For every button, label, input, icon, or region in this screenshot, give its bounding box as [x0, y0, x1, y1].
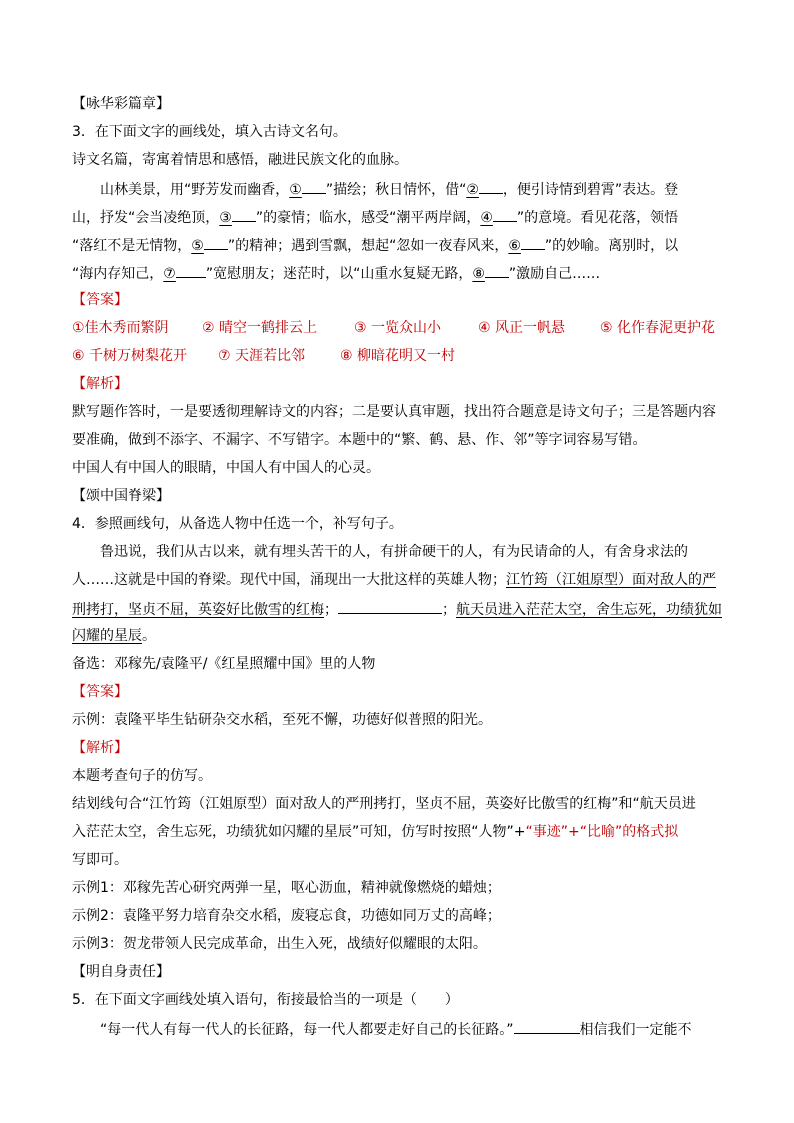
question-5-passage-line1 — [100, 1018, 692, 1040]
underlined-example: 江竹筠（江姐原型）面对敌人的严 — [506, 572, 716, 588]
question-3-intro: 诗文名篇，寄寓着情思和感悟，融进民族文化的血脉。 — [72, 152, 408, 168]
answer-label-3: 【答案】 — [72, 292, 128, 308]
blank-4: ④ — [480, 210, 517, 226]
analysis-3-line2: 要准确，做到不添字、不漏字、不写错字。本题中的“繁、鹤、悬、作、邻”等字词容易写错。 — [72, 432, 647, 448]
text: ”的豪情；临水，感受“潮平两岸阔， — [255, 210, 481, 226]
text: 相信我们一定能不 — [579, 1022, 692, 1038]
question-4-options: 备选：邓稼先/袁隆平/《红星照耀中国》里的人物 — [72, 656, 376, 672]
blank-8: ⑧ — [472, 266, 509, 282]
answer-item: ⑥ 千树万树梨花开 — [72, 348, 188, 364]
fill-blank — [338, 598, 442, 614]
question-3-stem: 3．在下面文字的画线处，填入古诗文名句。 — [72, 124, 347, 140]
text: 入茫茫太空，舍生忘死，功绩犹如闪耀的星辰”可知，仿写时按照“人物”+ — [72, 824, 526, 840]
answer-item: ③ 一览众山小 — [354, 320, 442, 336]
section-header-jiliang: 【颂中国脊梁】 — [72, 488, 170, 504]
blank-5: ⑤ — [191, 238, 228, 254]
question-5-stem: 5．在下面文字画线处填入语句，衔接最恰当的一项是（ ） — [72, 992, 459, 1008]
text: ”的妙喻。离别时，以 — [544, 238, 679, 254]
text: ”激励自己…… — [508, 266, 601, 282]
blank-7: ⑦ — [163, 266, 206, 282]
question-4-passage-line3 — [72, 598, 722, 620]
answer-item: ⑧ 柳暗花明又一村 — [340, 348, 456, 364]
underlined-example: 航天员进入茫茫太空，舍生忘死，功绩犹如 — [456, 602, 722, 618]
question-4-passage-line4 — [72, 626, 156, 646]
text: ，便引诗情到碧霄”表达。登 — [502, 182, 679, 198]
analysis-3-line1: 默写题作答时，一是要透彻理解诗文的内容；二是要认真审题，找出符合题意是诗文句子；三是答题内容 — [72, 404, 716, 420]
text: “落红不是无情物， — [72, 238, 192, 254]
text: ”的意境。看见花落，领悟 — [516, 210, 679, 226]
answer-item: ② 晴空一鹤排云上 — [202, 320, 318, 336]
text: ”宽慰朋友；迷茫时，以“山重水复疑无路， — [205, 266, 473, 282]
text-red: “事迹”+“比喻”的格式拟 — [525, 824, 679, 840]
blank-6: ⑥ — [508, 238, 545, 254]
text: “海内存知己， — [72, 266, 164, 282]
blank-2: ② — [466, 182, 503, 198]
section-header-yonghua: 【咏华彩篇章】 — [72, 96, 170, 112]
answer-item: ⑦ 天涯若比邻 — [218, 348, 306, 364]
answer-item: ⑤ 化作春泥更护花 — [600, 320, 716, 336]
question-3-passage-line1 — [100, 178, 678, 200]
example-1: 示例1：邓稼先苦心研究两弹一星，呕心沥血，精神就像燃烧的蜡烛； — [72, 880, 501, 896]
text: 山林美景，用“野芳发而幽香， — [100, 182, 290, 198]
section-header-zeren: 【明自身责任】 — [72, 964, 170, 980]
question-4-stem: 4．参照画线句，从备选人物中任选一个，补写句子。 — [72, 516, 403, 532]
question-4-passage-line1: 鲁迅说，我们从古以来，就有埋头苦干的人，有拼命硬干的人，有为民请命的人，有舍身求法的 — [100, 544, 688, 560]
heart-line: 中国人有中国人的眼睛，中国人有中国人的心灵。 — [72, 460, 380, 476]
analysis-4-line3 — [72, 822, 678, 842]
text: ； — [324, 602, 338, 618]
text: “每一代人有每一代人的长征路，每一代人都要走好自己的长征路。” — [100, 1022, 514, 1038]
text: 山，抒发“会当凌绝顶， — [72, 210, 220, 226]
fill-blank — [514, 1018, 580, 1034]
text: ”的精神；遇到雪飘，想起“忽如一夜春风来， — [227, 238, 509, 254]
analysis-4-line2: 结划线句合“江竹筠（江姐原型）面对敌人的严刑拷打，坚贞不屈，英姿好比傲雪的红梅”和“航天员进 — [72, 796, 696, 812]
text: 人……这就是中国的脊梁。现代中国，涌现出一大批这样的英雄人物； — [72, 572, 506, 588]
question-3-passage-line2 — [72, 206, 678, 228]
answer-item: ④ 风正一帆悬 — [478, 320, 566, 336]
answer-item: ①佳木秀而繁阴 — [72, 320, 169, 336]
text: ； — [442, 602, 456, 618]
answer-label-4: 【答案】 — [72, 684, 128, 700]
answer-row-1 — [72, 318, 715, 338]
question-4-passage-line2 — [72, 570, 716, 590]
question-3-passage-line4 — [72, 262, 600, 284]
underlined-example: 刑拷打，坚贞不屈，英姿好比傲雪的红梅 — [72, 602, 324, 618]
answer-row-2 — [72, 346, 455, 366]
analysis-label-4: 【解析】 — [72, 740, 128, 756]
blank-1: ① — [289, 182, 326, 198]
underlined-example: 闪耀的星辰 — [72, 628, 142, 644]
text: ”描绘；秋日情怀，借“ — [325, 182, 467, 198]
analysis-4-line4: 写即可。 — [72, 852, 128, 868]
analysis-4-line1: 本题考查句子的仿写。 — [72, 768, 212, 784]
example-3: 示例3：贺龙带领人民完成革命，出生入死，战绩好似耀眼的太阳。 — [72, 936, 487, 952]
answer-4: 示例：袁隆平毕生钻研杂交水稻，至死不懈，功德好似普照的阳光。 — [72, 712, 492, 728]
blank-3: ③ — [219, 210, 256, 226]
question-3-passage-line3 — [72, 234, 678, 256]
example-2: 示例2：袁隆平努力培育杂交水稻，废寝忘食，功德如同万丈的高峰； — [72, 908, 501, 924]
analysis-label-3: 【解析】 — [72, 376, 128, 392]
text: 。 — [142, 628, 156, 644]
